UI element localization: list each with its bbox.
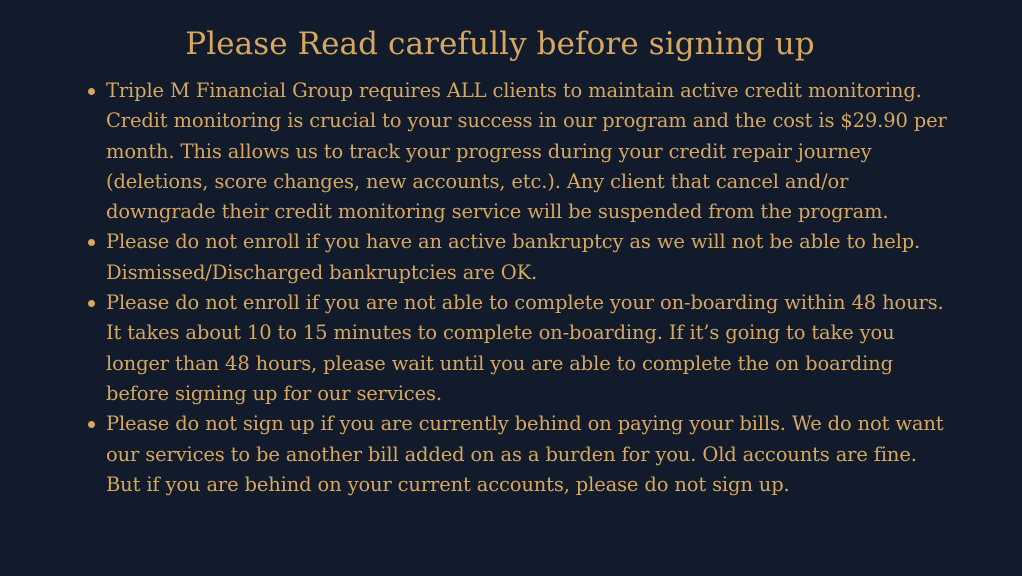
bullet-icon: [88, 88, 95, 95]
requirement-bankruptcy: [106, 227, 956, 288]
requirement-credit-monitoring: [106, 76, 956, 227]
bullet-icon: [88, 300, 95, 307]
requirement-bills: [106, 409, 956, 500]
requirements-list: [106, 76, 956, 500]
requirement-text: Please do not sign up if you are currently behind on paying your bills. We do not want our services to be another bill added on as a burden for you. Old accounts are fine. But if you are behind on your current accounts, please do not sign up.: [106, 412, 944, 496]
requirement-text: Please do not enroll if you have an active bankruptcy as we will not be able to help. Dismissed/Discharged bankruptcies are OK.: [106, 230, 921, 284]
page-title: Please Read carefully before signing up: [185, 26, 815, 62]
bullet-icon: [88, 239, 95, 246]
requirement-onboarding: [106, 288, 956, 409]
bullet-icon: [88, 421, 95, 428]
requirement-text: Please do not enroll if you are not able to complete your on-boarding within 48 hours. It takes about 10 to 15 minutes to complete on-boarding. If it’s going to take you longer than 48 hours, please wait until you are able to complete the on boarding before signing up for our services.: [106, 291, 944, 405]
requirement-text: Triple M Financial Group requires ALL clients to maintain active credit monitoring. Credit monitoring is crucial to your success in our program and the cost is $29.90 per month. This allows us to track your progress during your credit repair journey (deletions, score changes, new accounts, etc.). Any client that cancel and/or downgrade their credit monitoring service will be suspended from the program.: [106, 79, 947, 224]
